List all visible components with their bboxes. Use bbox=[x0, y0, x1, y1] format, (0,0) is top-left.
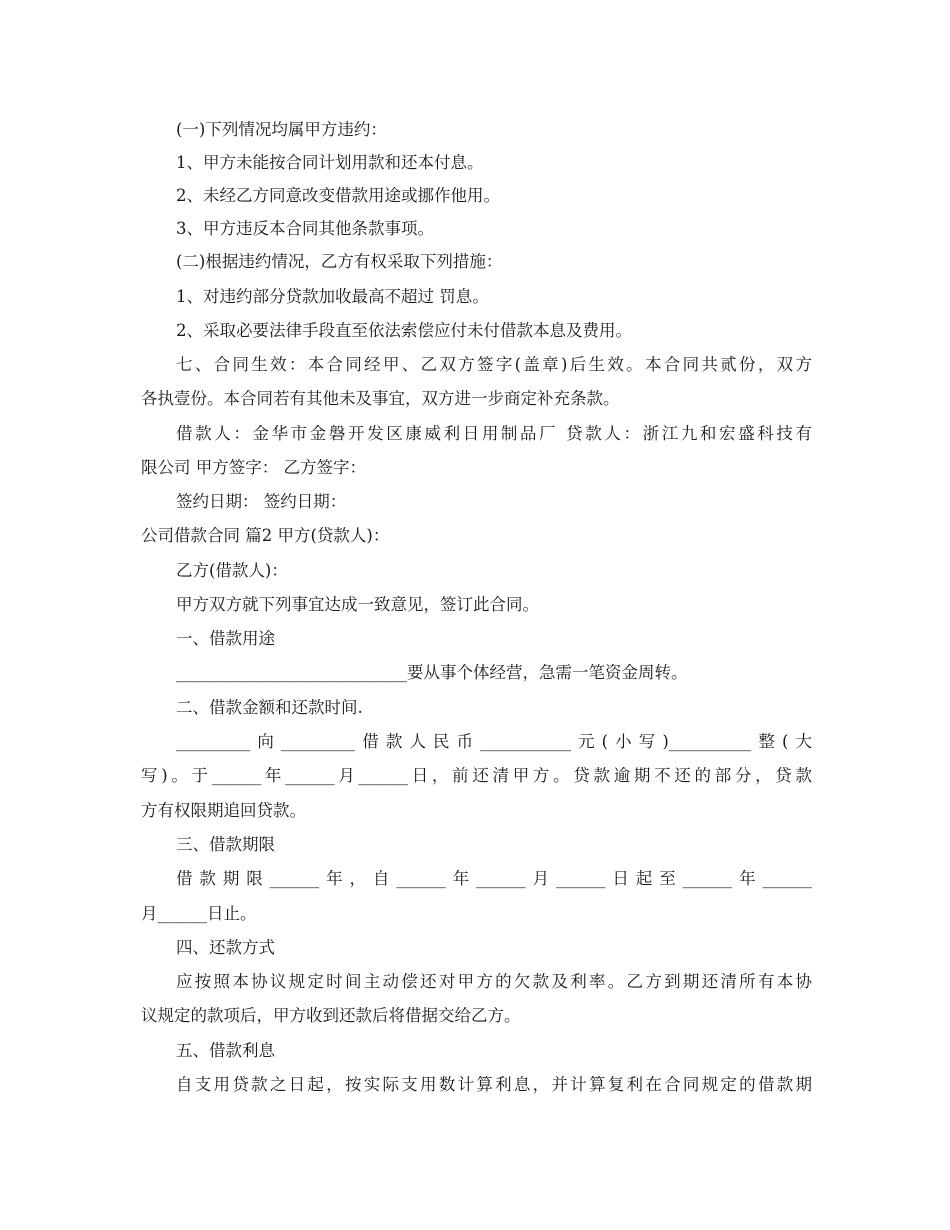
text-line: (一)下列情况均属甲方违约： bbox=[176, 120, 387, 139]
text-line: 议规定的款项后，甲方收到还款后将借据交给乙方。 bbox=[141, 1006, 521, 1025]
text-line: 一、借款用途 bbox=[176, 629, 275, 648]
text-line: 公司借款合同 篇2 甲方(贷款人)： bbox=[141, 526, 390, 545]
text-line: 五、借款利息 bbox=[176, 1041, 275, 1060]
text-line: 四、还款方式 bbox=[176, 938, 275, 957]
text-line: 1、甲方未能按合同计划用款和还本付息。 bbox=[176, 153, 484, 172]
text-line: 二、借款金额和还款时间. bbox=[176, 698, 363, 717]
text-line: 限公司 甲方签字： 乙方签字： bbox=[141, 458, 366, 477]
text-line: 自支用贷款之日起，按实际支用数计算利息，并计算复利在合同规定的借款期 bbox=[176, 1075, 812, 1094]
text-line: (二)根据违约情况，乙方有权采取下列措施： bbox=[176, 252, 503, 271]
text-line: _________向_________借款人民币___________元(小写)__________整(大 bbox=[176, 732, 812, 751]
text-line: 方有权限期追回贷款。 bbox=[141, 801, 306, 820]
text-line: 2、未经乙方同意改变借款用途或挪作他用。 bbox=[176, 186, 500, 205]
text-line: ____________________________要从事个体经营，急需一笔资金周转。 bbox=[176, 663, 688, 682]
text-line: 三、借款期限 bbox=[176, 835, 275, 854]
text-line: 应按照本协议规定时间主动偿还对甲方的欠款及利率。乙方到期还清所有本协 bbox=[176, 972, 812, 991]
text-line: 乙方(借款人)： bbox=[176, 561, 288, 580]
text-line: 借款期限______年，自______年______月______日起至______年______ bbox=[176, 869, 812, 888]
text-line: 各执壹份。本合同若有其他未及事宜，双方进一步商定补充条款。 bbox=[141, 389, 620, 408]
text-line: 借款人：金华市金磐开发区康威利日用制品厂 贷款人：浙江九和宏盛科技有 bbox=[176, 424, 812, 443]
text-line: 写)。于______年______月______日，前还清甲方。贷款逾期不还的部分，贷款 bbox=[141, 766, 812, 785]
text-line: 1、对违约部分贷款加收最高不超过 罚息。 bbox=[176, 287, 489, 306]
text-line: 3、甲方违反本合同其他条款事项。 bbox=[176, 219, 434, 238]
text-line: 签约日期： 签约日期： bbox=[176, 492, 347, 511]
text-line: 2、采取必要法律手段直至依法索偿应付未付借款本息及费用。 bbox=[176, 321, 632, 340]
text-line: 月______日止。 bbox=[141, 904, 257, 923]
text-line: 甲方双方就下列事宜达成一致意见，签订此合同。 bbox=[176, 595, 539, 614]
text-line: 七、合同生效：本合同经甲、乙双方签字(盖章)后生效。本合同共贰份，双方 bbox=[176, 355, 812, 374]
